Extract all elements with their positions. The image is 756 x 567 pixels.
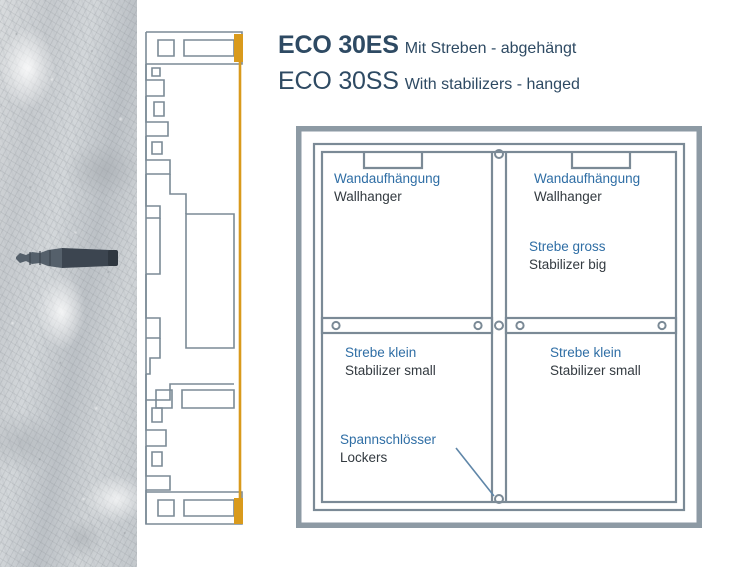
label-stabilizer-small-right: [550, 344, 641, 380]
label-stabilizer-big: [529, 238, 606, 274]
wall-anchor-plug-icon: [0, 0, 137, 567]
label-wallhanger-right-de: Wandaufhängung: [534, 171, 641, 186]
model-description-en: With stabilizers - hanged: [404, 75, 580, 93]
profile-cross-section: [130, 18, 260, 538]
model-description-de: Mit Streben - abgehängt: [404, 40, 577, 57]
stabilizer-bar-right: [506, 318, 676, 333]
label-wallhanger-left: [334, 170, 440, 206]
wallhanger-bracket-left: [364, 152, 422, 168]
label-lockers-de: Spannschlösser: [340, 432, 437, 447]
stabilizer-big-mid-joint: [495, 322, 503, 330]
title-line-eco30es: [278, 32, 708, 60]
lockers-leader-line: [456, 448, 494, 496]
label-lockers: [340, 431, 436, 467]
label-stabilizer-small-left-de: Strebe klein: [345, 345, 417, 360]
label-wallhanger-left-en: Wallhanger: [334, 189, 402, 205]
label-wallhanger-right: [534, 170, 640, 206]
stabilizer-bar-left: [322, 318, 492, 333]
label-stabilizer-small-left-en: Stabilizer small: [345, 363, 436, 379]
label-stabilizer-small-right-de: Strebe klein: [550, 345, 622, 360]
label-wallhanger-right-en: Wallhanger: [534, 189, 602, 205]
label-stabilizer-small-right-en: Stabilizer small: [550, 363, 641, 379]
label-stabilizer-small-left: [345, 344, 436, 380]
label-stabilizer-big-de: Strebe gross: [529, 239, 606, 254]
wallhanger-bracket-right: [572, 152, 630, 168]
model-name-primary: ECO 30ES: [278, 31, 399, 59]
title-line-eco30ss: [278, 68, 708, 96]
label-lockers-en: Lockers: [340, 450, 388, 466]
profile-front-face-accent: [234, 34, 243, 524]
label-stabilizer-big-en: Stabilizer big: [529, 257, 607, 273]
model-name-secondary: ECO 30SS: [278, 66, 399, 95]
label-wallhanger-left-de: Wandaufhängung: [334, 171, 441, 186]
wall-photo: [0, 0, 137, 567]
title-block: [278, 32, 708, 95]
